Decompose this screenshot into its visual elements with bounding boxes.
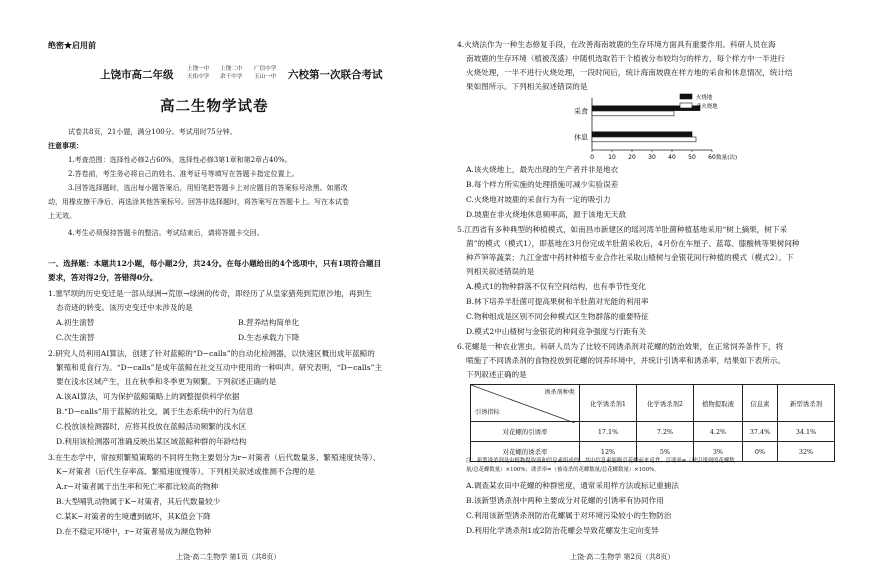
x-tick-label: 30 bbox=[648, 154, 656, 161]
x-tick-label: 10 bbox=[608, 154, 616, 161]
table-column-header: 化学诱杀剂2 bbox=[637, 385, 694, 422]
table-row bbox=[471, 422, 835, 442]
table-cell: 4.2% bbox=[694, 422, 743, 442]
page-footer-left: 上饶·高二生物学 第1页（共8页） bbox=[176, 553, 281, 561]
q4-option-a: A.该火烧地上，最先出现的生产者并非是地衣 bbox=[466, 165, 619, 174]
page-title: 高二生物学试卷 bbox=[160, 98, 269, 115]
x-tick-label: 0 bbox=[590, 154, 594, 161]
q4-option-c: C.火烧地对坡鹿的采食行为有一定的吸引力 bbox=[466, 195, 611, 204]
q2-option-a: A.该AI算法，可为保护蓝鲸策略上的调整提供科学依据 bbox=[56, 392, 240, 401]
q6-table-note: 量/总花螺数量）×100%；诱杀率=（被毒杀的花螺数量/总花螺数量）×100%。 bbox=[466, 467, 660, 473]
q2-option-b: B.“D−calls”用于蓝鲸的社交，属于生态系统中的行为信息 bbox=[56, 407, 254, 416]
note-line: 3.回答选择题时，选出每小题答案后，用铅笔把答题卡上对应题目的答案标号涂黑。如需改 bbox=[68, 184, 348, 192]
q5-option-b: B.林下培养羊肚菌可提高果树和羊肚菌对光能的利用率 bbox=[466, 297, 649, 306]
exam-region: 上饶市高二年级 bbox=[100, 69, 174, 81]
q1-option-c: C.次生演替 bbox=[56, 333, 95, 342]
x-tick-label: 40 bbox=[668, 154, 676, 161]
q2-stem: 要在浅水区域产生，且在秋季和冬季更为频繁。下列叙述正确的是 bbox=[56, 377, 277, 386]
q1-option-d: D.生态承载力下降 bbox=[238, 333, 300, 342]
table-column-header: 植物提取液 bbox=[694, 385, 743, 422]
table-cell: 7.2% bbox=[637, 422, 694, 442]
school-col3-b: 玉山一中 bbox=[254, 74, 277, 80]
table-cell: 34.1% bbox=[778, 422, 835, 442]
q1-stem: 态奇迹的转变。该历史变迁中未涉及的是 bbox=[56, 303, 193, 312]
legend-label: 火烧地 bbox=[696, 95, 713, 101]
q6-results-table bbox=[470, 384, 835, 462]
q4-stem: 火烧处理，一半不进行火烧处理，一段时间后，统计海南坡鹿在样方地的采食和休息情况，统计结 bbox=[466, 68, 793, 77]
q4-stem: 南坡鹿的生存环境（植被茂盛）中随机选取若干个植被分布较均匀的样方，每个样方中一半进行 bbox=[466, 54, 785, 63]
note-line: 动，用橡皮擦干净后，再选涂其他答案标号。回答非选择题时，将答案写在答题卡上。写在本试卷 bbox=[48, 198, 349, 206]
bar-chart bbox=[556, 92, 756, 164]
q5-stem: 种芦笋等蔬菜；九江金雷中药材种植专业合作社采取山楂树与金银花间行种植的模式（模式2）。下 bbox=[466, 253, 794, 262]
q4-stem: 4.火烧法作为一种生态修复手段，在改善海南坡鹿的生存环境方面具有重要作用。科研人员在海 bbox=[457, 40, 776, 49]
q6-option-c: C.利用该新型诱杀剂防治花螺属于对环境污染较小的生物防治 bbox=[466, 511, 672, 520]
legend-swatch bbox=[680, 103, 692, 108]
q4-stem: 果如图所示。下列相关叙述错误的是 bbox=[466, 82, 588, 91]
table-corner-cell bbox=[471, 385, 580, 422]
category-label: 休息 bbox=[574, 133, 588, 142]
q6-option-d: D.利用化学诱杀剂1或2防治花螺会导致花螺发生定向变异 bbox=[466, 526, 659, 535]
legend-swatch bbox=[680, 94, 692, 99]
bar-unburned bbox=[592, 137, 696, 142]
x-tick-label: 20 bbox=[628, 154, 636, 161]
q5-stem: 列相关叙述错误的是 bbox=[466, 267, 535, 276]
table-row-label: 对花螺的诱杀率 bbox=[471, 442, 580, 462]
school-col3-a: 广信中学 bbox=[254, 66, 277, 72]
q2-stem: 2.研究人员利用AI算法，创建了针对蓝鲸的“D−calls”的自动化检测器，以快速区概出成年蓝鲸的 bbox=[48, 349, 375, 358]
note-line: 2.答卷前，考生务必将自己的姓名、准考证号等填写在答题卡指定位置上。 bbox=[68, 170, 299, 178]
section-heading-cont: 要求，答对得2分，答错得0分。 bbox=[48, 273, 158, 282]
table-column-header: 信息素 bbox=[743, 385, 778, 422]
q2-option-c: C.投放该检测器时，应将其投放在蓝鲸活动频繁的浅水区 bbox=[56, 422, 247, 431]
corner-top-label: 诱杀剂种类 bbox=[544, 389, 575, 396]
q3-option-a: A.r−对策者属于出生率和死亡率都比较高的物种 bbox=[56, 482, 219, 491]
q3-stem: 3.在生态学中，常按照繁殖策略的不同将生物主要划分为r−对策者（后代数量多、繁殖速度快等）、 bbox=[48, 453, 381, 462]
table-header-row bbox=[471, 385, 835, 422]
school-col1-a: 上饶一中 bbox=[187, 66, 210, 72]
x-axis-label: 数量(次) bbox=[716, 155, 738, 161]
q6-stem: 下列叙述正确的是 bbox=[466, 370, 527, 379]
note-line: 4.考生必须保持答题卡的整洁。考试结束后，请将答题卡交回。 bbox=[68, 229, 264, 237]
q5-option-d: D.模式2中山楂树与金银花的种间竞争强度与行距有关 bbox=[466, 327, 647, 336]
q5-stem: 菌”的模式（模式1），即基地在3月份完成羊肚菌采收后，4月份在车厘子、蓝莓、膝酸桃等果树间种 bbox=[466, 239, 800, 248]
q3-option-b: B.大型哺乳动物属于K−对策者，其后代数量较少 bbox=[56, 497, 221, 506]
bar-burned bbox=[592, 132, 692, 137]
q5-option-c: C.物种组成是区别不同会种模式区生物群落的重要特征 bbox=[466, 312, 649, 321]
q3-option-c: C.某K−对策者的生境遭到破坏，其K值会下降 bbox=[56, 512, 211, 521]
q4-option-b: B.每个样方所实施的处理措施可减少实验误差 bbox=[466, 180, 619, 189]
q1-option-a: A.初生演替 bbox=[56, 318, 95, 327]
q5-option-a: A.模式1的物种群落不仅有空间结构，也有季节性变化 bbox=[466, 282, 646, 291]
q2-stem: 繁殖和觅食行为。“D−calls”是成年蓝鲸在社交互动中使用的一种叫声。研究表明，“D−calls”主 bbox=[56, 363, 383, 372]
q3-option-d: D.在不稳定环境中，r−对策者易成为濒危物种 bbox=[56, 527, 211, 536]
exam-info: 试卷共8页，21小题，满分100分。考试用时75分钟。 bbox=[68, 128, 237, 136]
q6-stem: 喷施了不同诱杀剂的食物投放到花螺的饲养环境中，并统计引诱率和诱杀率，结果如下表所示。 bbox=[466, 356, 785, 365]
table-cell: 32% bbox=[778, 442, 835, 462]
x-tick-label: 50 bbox=[688, 154, 696, 161]
note-line: 1.考查范围：选择性必修2占60%，选择性必修3第1章和第2章占40%。 bbox=[68, 156, 292, 164]
secret-label: 绝密★启用前 bbox=[48, 40, 96, 50]
table-column-header: 化学诱杀剂1 bbox=[580, 385, 637, 422]
q6-option-b: B.该新型诱杀剂中两种主要成分对花螺的引诱率有协同作用 bbox=[466, 496, 664, 505]
q5-stem: 5.江西省有多种典型的种植模式，如南昌市新建区的瑶河湾羊肚菌种植基地采用“树上摘果，树下采 bbox=[457, 225, 788, 234]
table-row-label: 对花螺的引诱率 bbox=[471, 422, 580, 442]
page-footer-right: 上饶·高二生物学 第2页（共8页） bbox=[570, 553, 675, 561]
category-label: 采食 bbox=[574, 107, 588, 116]
school-col2-b: 余干中学 bbox=[220, 74, 243, 80]
section-heading: 一、选择题：本题共12小题，每小题2分，共24分。在每小题给出的4个选项中，只有1项符合题目 bbox=[48, 259, 382, 268]
q4-option-d: D.坡鹿在非火烧地休息频率高，源于该地无天敌 bbox=[466, 210, 627, 219]
notes-heading: 注意事项： bbox=[48, 141, 83, 150]
legend-label: 非火烧地 bbox=[696, 104, 718, 110]
q2-option-d: D.利用该检测器可准确反映出某区域蓝鲸种群的年龄结构 bbox=[56, 437, 247, 446]
table-cell: 3% bbox=[694, 442, 743, 462]
q3-stem: K−对策者（后代生存率高、繁殖速度慢等）。下列相关叙述或推测不合理的是 bbox=[56, 467, 315, 476]
table-column-header: 新型诱杀剂 bbox=[778, 385, 835, 422]
table-cell: 37.4% bbox=[743, 422, 778, 442]
school-col2-a: 上饶二中 bbox=[220, 66, 243, 72]
exam-name: 六校第一次联合考试 bbox=[288, 69, 383, 81]
x-tick-label: 60 bbox=[708, 154, 716, 161]
q6-option-a: A.调查某农田中花螺的种群密度，通常采用样方法或标记重捕法 bbox=[466, 481, 679, 490]
bar-unburned bbox=[592, 111, 674, 116]
table-cell: 0% bbox=[743, 442, 778, 462]
school-col1-b: 天佑中学 bbox=[187, 74, 210, 80]
q6-table-note: 注：新型诱杀剂是由植物提取液和信息素组成的，其中信息素能吸引花螺前来觅食。引诱率=（被引诱到的花螺数 bbox=[466, 458, 735, 464]
q1-stem: 1.塞罕坝的历史变迁是一部从绿洲→荒原→绿洲的传奇，即经历了从皇家猎苑到荒原沙地，再到生 bbox=[48, 289, 372, 298]
table-cell: 17.1% bbox=[580, 422, 637, 442]
corner-bottom-label: 引诱指标 bbox=[475, 409, 500, 416]
table-cell: 5% bbox=[637, 442, 694, 462]
note-line: 上无效。 bbox=[48, 212, 76, 220]
q1-option-b: B.营养结构简单化 bbox=[238, 318, 300, 327]
table-cell: 12% bbox=[580, 442, 637, 462]
q6-stem: 6.花螺是一种农业害虫。科研人员为了比较不同诱杀剂对花螺的防治效果，在正常饲养条件下，将 bbox=[457, 342, 784, 351]
